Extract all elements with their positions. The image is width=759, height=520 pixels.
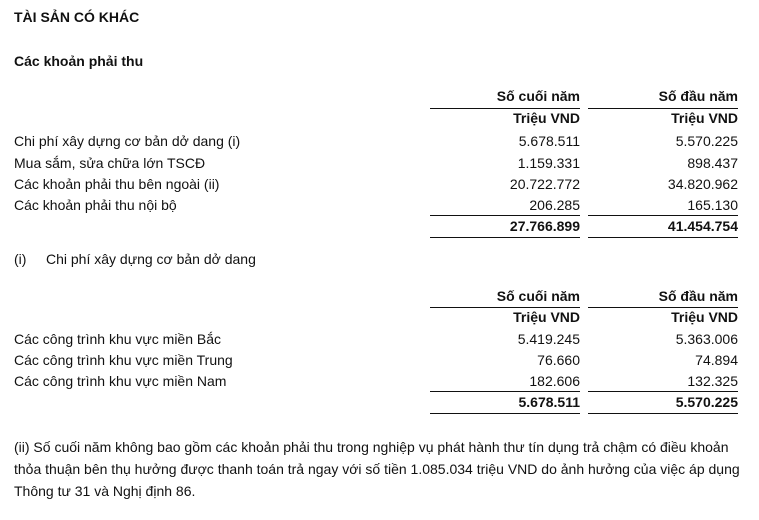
value-end: 206.285 (529, 197, 580, 213)
note-i-marker: (i) (14, 251, 27, 267)
unit-label: Triệu VND (513, 309, 580, 325)
total-end: 27.766.899 (509, 218, 580, 234)
value-start: 34.820.962 (667, 176, 738, 192)
unit-label: Triệu VND (671, 110, 738, 126)
header-rule (430, 108, 580, 109)
section-title: TÀI SẢN CÓ KHÁC (14, 9, 140, 25)
total-rule-top (430, 215, 580, 216)
total-rule-bottom (588, 413, 738, 414)
total-start: 5.570.225 (675, 394, 738, 410)
total-rule-top (430, 391, 580, 392)
value-start: 165.130 (687, 197, 738, 213)
column-header-start-of-year: Số đầu năm (658, 288, 738, 304)
value-end: 76.660 (537, 352, 580, 368)
value-start: 898.437 (687, 155, 738, 171)
subsection-title: Các khoản phải thu (14, 53, 144, 69)
value-end: 5.419.245 (517, 331, 580, 347)
row-label: Các công trình khu vực miền Nam (14, 373, 227, 389)
column-header-end-of-year: Số cuối năm (496, 88, 580, 104)
total-rule-top (588, 391, 738, 392)
value-end: 20.722.772 (509, 176, 580, 192)
value-end: 182.606 (529, 373, 580, 389)
value-end: 1.159.331 (517, 155, 580, 171)
note-ii-paragraph: (ii) Số cuối năm không bao gồm các khoản phải thu trong nghiệp vụ phát hành thư tín dụng trả chậm có điều khoản thỏa thuận bên thụ hưởng được thanh toán trả ngay với số tiền 1.085.034 triệu VND do ảnh hưởng của việc áp dụng Thông tư 31 và Nghị định 86. (14, 439, 740, 499)
note-i-title: Chi phí xây dựng cơ bản dở dang (46, 251, 256, 267)
total-rule-top (588, 215, 738, 216)
row-label: Chi phí xây dựng cơ bản dở dang (i) (14, 133, 241, 149)
value-start: 5.363.006 (675, 331, 738, 347)
total-rule-bottom (430, 413, 580, 414)
total-start: 41.454.754 (667, 218, 738, 234)
header-rule (430, 307, 580, 308)
value-start: 132.325 (687, 373, 738, 389)
total-rule-bottom (588, 237, 738, 238)
header-rule (588, 108, 738, 109)
value-start: 5.570.225 (675, 133, 738, 149)
row-label: Các công trình khu vực miền Trung (14, 352, 233, 368)
row-label: Các công trình khu vực miền Bắc (14, 331, 222, 347)
unit-label: Triệu VND (513, 110, 580, 126)
row-label: Các khoản phải thu nội bộ (14, 197, 177, 213)
column-header-end-of-year: Số cuối năm (496, 288, 580, 304)
row-label: Các khoản phải thu bên ngoài (ii) (14, 176, 220, 192)
column-header-start-of-year: Số đầu năm (658, 88, 738, 104)
value-end: 5.678.511 (518, 133, 580, 149)
unit-label: Triệu VND (671, 309, 738, 325)
row-label: Mua sắm, sửa chữa lớn TSCĐ (14, 155, 206, 171)
header-rule (588, 307, 738, 308)
total-end: 5.678.511 (518, 394, 580, 410)
total-rule-bottom (430, 237, 580, 238)
value-start: 74.894 (695, 352, 738, 368)
